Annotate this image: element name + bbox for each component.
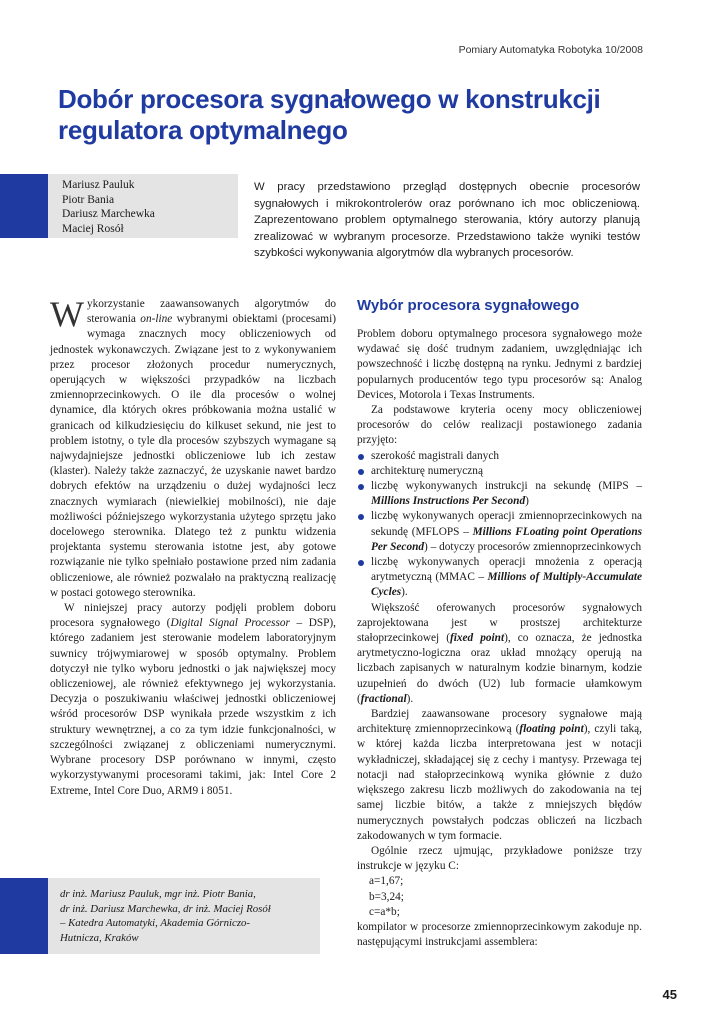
affiliation-line: Hutnicza, Kraków — [60, 931, 139, 944]
author-name: Mariusz Pauluk — [62, 179, 135, 191]
code-line: c=a*b; — [369, 905, 400, 918]
list-item: liczbę wykonywanych operacji zmiennoprzecinkowych na sekundę (MFLOPS – Millions FLoating point Operations Per Second) – dotyczy procesorów zmiennoprzecinkowych — [357, 509, 642, 555]
code-line: a=1,67; — [369, 875, 404, 888]
bullet-icon — [358, 514, 364, 520]
list-item: architekturę numeryczną — [357, 464, 642, 479]
intro-paragraph: Wykorzystanie zaawansowanych algorytmów do sterowania on-line wybranymi obiektami (procesami) wymaga znacznych mocy obliczeniowych od jednostek wykonawczych. Związane jest to z wykonywaniem przez procesor złożonych procedur numerycznych, operujących w większości przypadków na liczbach zmiennoprzecinkowych. O ile dla procesów o wolnej dynamice, dla których okres próbkowania można ustalić w granicach od kilkudziesięciu do kilkuset sekund, nie jest to problem istotny, o tyle dla procesów szybszych wymagane są najwydajniejsze jednostki obliczeniowe lub ich zestaw (klaster). Należy także zaznaczyć, że uzyskanie nawet bardzo dobrych efektów na urządzeniu o dużej wydajności lecz znacznych wymiarach (niewielkiej mobilności), nie daje możliwości późniejszego wykorzystania użytego sprzętu jako docelowego sterownika. Dlatego też z punktu widzenia projektanta systemu sterowania istotne jest, aby gotowe rozwiązanie nie tylko spełniało postawione przed nim zadania obliczeniowe, ale również pozwalało na praktyczną realizację w postaci gotowego sterownika. — [50, 294, 336, 599]
body-paragraph: Problem doboru optymalnego procesora sygnałowego może wydawać się dość trudnym zadaniem, uwzględniając ich powszechność i liczbę dostępną na rynku. Jednymi z bardziej popularnych producentów tego typu procesorów są: Analog Devices, Motorola i Texas Instruments. — [357, 328, 642, 401]
arrow-right-icon — [35, 202, 43, 212]
title-line-1: Dobór procesora sygnałowego w konstrukcji — [58, 84, 601, 114]
body-paragraph: Za podstawowe kryteria oceny mocy obliczeniowej procesorów do celów realizacji postawionego zadania przyjęto: — [357, 404, 642, 447]
abstract: W pracy przedstawiono przegląd dostępnych obecnie procesorów sygnałowych i mikrokontrolerów oraz porównano ich moc obliczeniową. Zaprezentowano problem optymalnego sterowania, który autorzy planują zrealizować w wybranym procesorze. Przedstawiono także wyniki testów szybkości wykonywania algorytmów dla wybranych procesorów. — [254, 181, 640, 259]
author-name: Piotr Bania — [62, 193, 115, 206]
affiliation-box — [48, 878, 320, 954]
bullet-icon — [358, 484, 364, 490]
criteria-list — [357, 449, 642, 601]
body-paragraph: Bardziej zaawansowane procesory sygnałowe mają architekturę zmiennoprzecinkową (floating point), czyli taką, w której każda liczba interpretowana jest w notacji wykładniczej, składającej się z cechy i mantysy. Przewaga tej notacji nad stałoprzecinkową wynika głównie z dużo większego zakresu liczb możliwych do zakodowania na tej samej liczbie bitów, a także z mniejszych błędów numerycznych powstałych podczas obliczeń na liczbach zakodowanych w tym formacie. — [357, 708, 642, 842]
author-name: Dariusz Marchewka — [62, 208, 155, 220]
arrow-right-icon — [35, 911, 43, 921]
title-line-2: regulatora optymalnego — [58, 115, 348, 145]
affiliation-line: dr inż. Mariusz Pauluk, mgr inż. Piotr Bania, — [60, 888, 256, 900]
body-paragraph: W niniejszej pracy autorzy podjęli problem doboru procesora sygnałowego (Digital Signal Processor – DSP), którego zadaniem jest sterowanie modelem laboratoryjnym suwnicy trójwymiarowej w sposób optymalny. Problem dotyczył nie tylko wyboru jednostki o jak największej mocy obliczeniowej, ale również efektywnego jej wykorzystania. Decyzja o poszukiwaniu właściwej jednostki obliczeniowej wśród procesorów DSP wynikała przede wszystkim z ich struktury wewnętrznej, a co za tym idzie funkcjonalności, w szczególności związanej z obliczeniami numerycznymi. Wybrane procesory DSP porównano w innymi, często wykorzystywanymi procesorami takimi, jak: Intel Core 2 Extreme, Intel Core Duo, ARM9 i 8051. — [50, 602, 337, 797]
right-column — [357, 297, 642, 950]
body-paragraph: kompilator w procesorze zmiennoprzecinkowym zakoduje np. następującymi instrukcjami assemblera: — [357, 920, 642, 949]
left-column — [50, 294, 337, 799]
dropcap: W — [50, 294, 84, 334]
list-item: szerokość magistrali danych — [357, 449, 642, 464]
affiliation-line: dr inż. Dariusz Marchewka, dr inż. Maciej Rosół — [60, 902, 271, 915]
bullet-icon — [358, 560, 364, 566]
authors-box — [48, 174, 238, 238]
list-item: liczbę wykonywanych instrukcji na sekundę (MIPS – Millions Instructions Per Second) — [357, 479, 642, 509]
affiliation-line: – Katedra Automatyki, Akademia Górniczo- — [60, 917, 251, 929]
running-head: Pomiary Automatyka Robotyka 10/2008 — [458, 44, 643, 56]
body-paragraph: Ogólnie rzecz ujmując, przykładowe poniższe trzy instrukcje w języku C: — [357, 844, 642, 873]
author-name: Maciej Rosół — [62, 222, 124, 235]
list-item: liczbę wykonywanych operacji mnożenia z operacją arytmetyczną (MMAC – Millions of Multiply-Accumulate Cycles). — [357, 555, 642, 601]
section-heading: Wybór procesora sygnałowego — [357, 297, 580, 314]
bullet-icon — [358, 454, 364, 460]
article-title — [58, 84, 658, 146]
code-line: b=3,24; — [369, 890, 404, 903]
bullet-icon — [358, 469, 364, 475]
page-number: 45 — [662, 987, 677, 1002]
body-paragraph: Większość oferowanych procesorów sygnałowych zaprojektowana jest w prostszej architekturze stałoprzecinkowej (fixed point), co oznacza, że jednostka arytmetyczno-logiczna oraz układ mnożący operują na liczbach zapisanych w naturalnym kodzie binarnym, kodzie uzupełnień do dwóch (U2) lub formacie ułamkowym (fractional). — [357, 601, 642, 705]
